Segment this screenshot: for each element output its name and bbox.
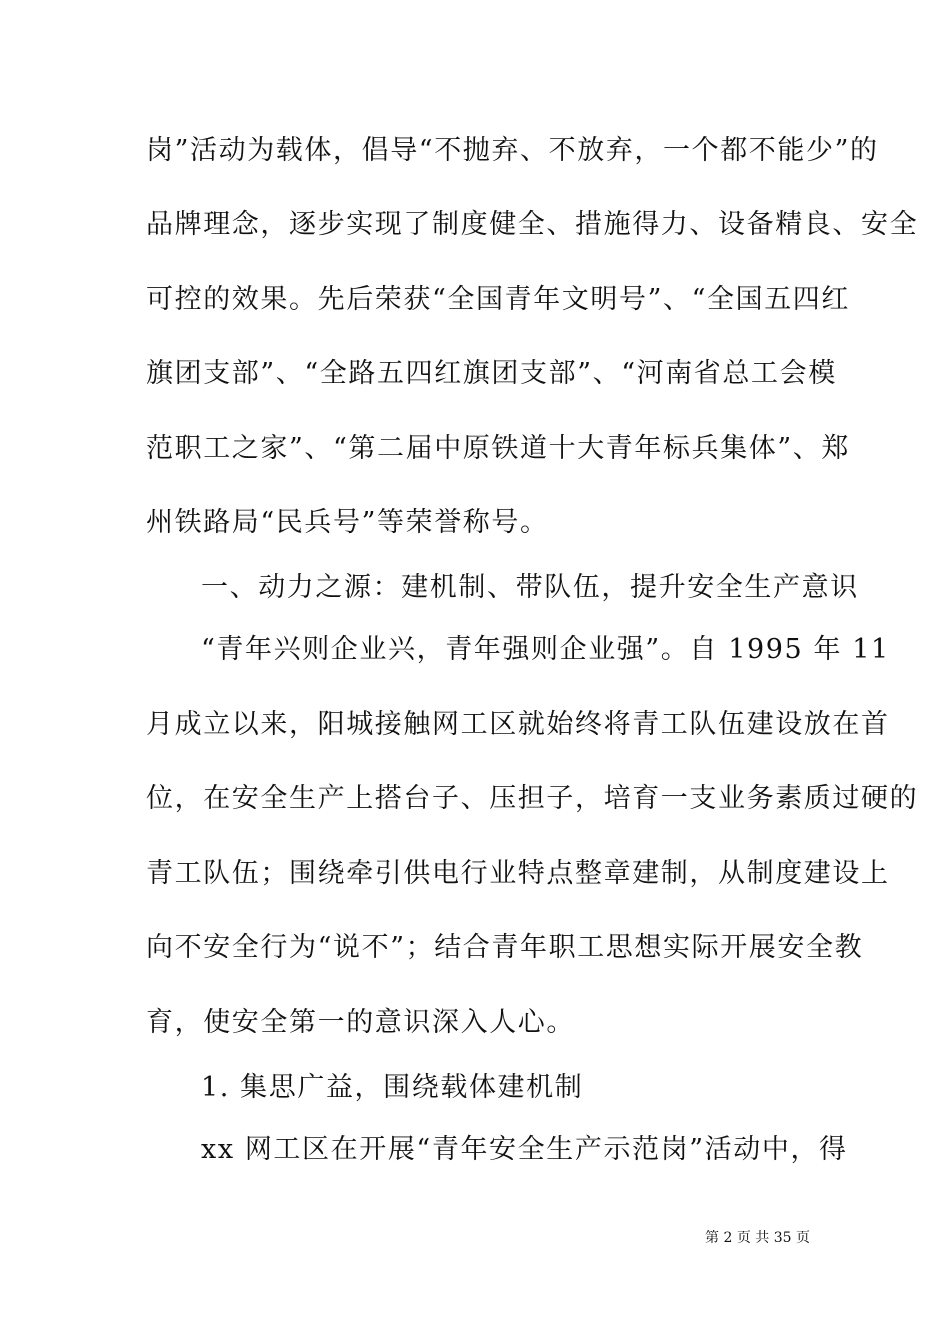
- paragraph-line-7: “青年兴则企业兴，青年强则企业强”。自 1995 年 11: [201, 634, 890, 665]
- section-heading: 一、动力之源：建机制、带队伍，提升安全生产意识: [201, 572, 859, 603]
- paragraph-line-2: 品牌理念，逐步实现了制度健全、措施得力、设备精良、安全: [146, 209, 919, 240]
- paragraph-line-13: xx 网工区在开展“青年安全生产示范岗”活动中，得: [201, 1134, 848, 1165]
- paragraph-line-11: 向不安全行为“说不”；结合青年职工思想实际开展安全教: [146, 932, 864, 963]
- paragraph-line-6: 州铁路局“民兵号”等荣誉称号。: [146, 507, 549, 538]
- paragraph-line-4: 旗团支部”、“全路五四红旗团支部”、“河南省总工会模: [146, 358, 837, 389]
- page-number: 第 2 页 共 35 页: [705, 1230, 810, 1246]
- paragraph-line-5: 范职工之家”、“第二届中原铁道十大青年标兵集体”、郑: [146, 433, 851, 464]
- paragraph-line-8: 月成立以来，阳城接触网工区就始终将青工队伍建设放在首: [146, 709, 890, 740]
- paragraph-line-9: 位，在安全生产上搭台子、压担子，培育一支业务素质过硬的: [146, 783, 919, 814]
- paragraph-line-12: 育，使安全第一的意识深入人心。: [146, 1007, 575, 1038]
- paragraph-line-3: 可控的效果。先后荣获“全国青年文明号”、“全国五四红: [146, 284, 851, 315]
- paragraph-line-10: 青工队伍；围绕牵引供电行业特点整章建制，从制度建设上: [146, 858, 890, 889]
- paragraph-line-1: 岗”活动为载体，倡导“不抛弃、不放弃，一个都不能少”的: [146, 135, 879, 166]
- subsection-heading: 1. 集思广益，围绕载体建机制: [201, 1072, 584, 1103]
